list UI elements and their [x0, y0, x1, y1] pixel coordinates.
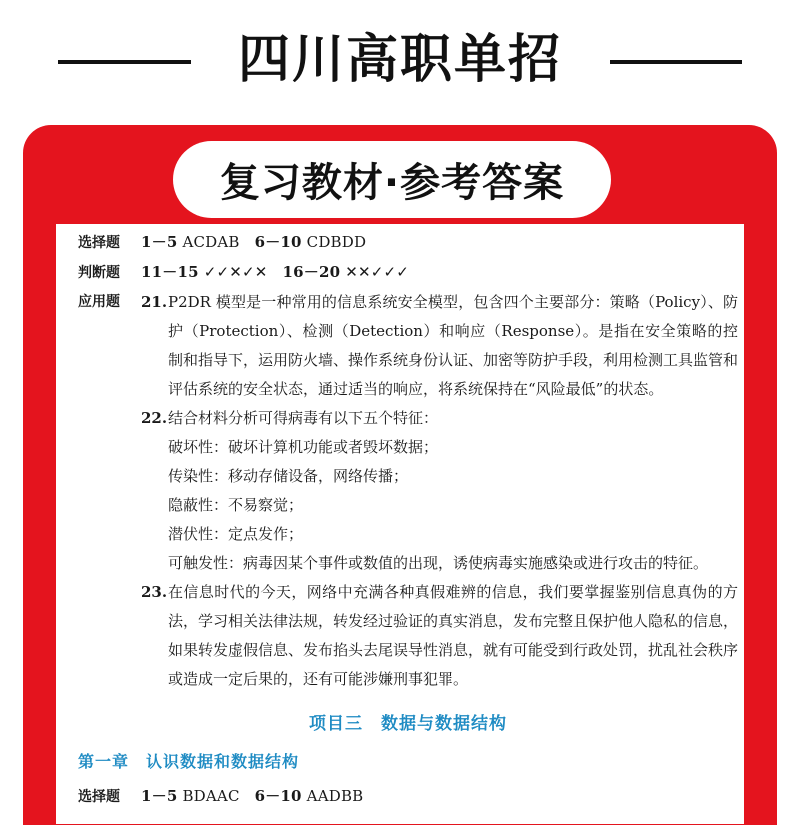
page-title: 四川高职单招 — [237, 30, 562, 90]
banner-title: 复习教材·参考答案 — [173, 141, 611, 218]
question-number: 23. — [141, 583, 168, 601]
choice-range-1: 1－5 — [141, 233, 178, 251]
choice-answers-1: BDAAC — [182, 787, 240, 805]
virus-feature-item: 破坏性：破坏计算机功能或者毁坏数据； — [168, 438, 439, 456]
judge-answers-row — [78, 258, 738, 288]
section-title: 项目三 数据与数据结构 — [309, 714, 507, 734]
judge-answers-1: ✓✓✕✓✕ — [203, 263, 268, 281]
header — [0, 0, 800, 120]
choice-answers-2: AADBB — [306, 787, 364, 805]
application-q21 — [78, 288, 738, 404]
choice-answers-2: CDBDD — [306, 233, 367, 251]
application-q22 — [141, 404, 738, 578]
virus-feature-item: 隐蔽性：不易察觉； — [168, 496, 304, 514]
application-label: 应用题 — [78, 294, 120, 310]
answer-content — [78, 228, 738, 812]
choice-range-1: 1－5 — [141, 787, 178, 805]
chapter-choice-answers-row — [78, 782, 738, 812]
question-answer-text: P2DR 模型是一种常用的信息系统安全模型，包含四个主要部分：策略（Policy）、防护（Protection）、检测（Detection）和响应（Response）。是指在安全策略的控制和指导下，运用防火墙、操作系统身份认证、加密等防护手段，利用检测工具监管和评估系统的安全状态，通过适当的响应，将系统保持在“风险最低”的状态。 — [168, 293, 739, 398]
judge-answers-2: ✕✕✓✓✓ — [345, 263, 410, 281]
virus-feature-item: 传染性：移动存储设备，网络传播； — [168, 467, 409, 485]
right-rule — [610, 60, 742, 64]
judge-range-1: 11－15 — [141, 263, 199, 281]
question-answer-text: 在信息时代的今天，网络中充满各种真假难辨的信息，我们要掌握鉴别信息真伪的方法，学习相关法律法规，转发经过验证的真实消息，发布完整且保护他人隐私的信息，如果转发虚假信息、发布掐头去尾误导性消息，就有可能受到行政处罚，扰乱社会秩序或造成一定后果的，还有可能涉嫌刑事犯罪。 — [168, 583, 739, 688]
choice-range-2: 6－10 — [254, 787, 302, 805]
virus-feature-item: 潜伏性：定点发作； — [168, 525, 304, 543]
choice-range-2: 6－10 — [254, 233, 302, 251]
question-number: 21. — [141, 293, 168, 311]
virus-feature-item: 可触发性：病毒因某个事件或数值的出现，诱使病毒实施感染或进行攻击的特征。 — [168, 554, 709, 572]
choice-label: 选择题 — [78, 235, 120, 251]
choice-answers-row — [78, 228, 738, 258]
question-answer-intro: 结合材料分析可得病毒有以下五个特征： — [168, 409, 439, 427]
judge-label: 判断题 — [78, 265, 120, 281]
choice-answers-1: ACDAB — [182, 233, 240, 251]
judge-range-2: 16－20 — [282, 263, 341, 281]
application-q23 — [141, 578, 738, 694]
choice-label: 选择题 — [78, 789, 120, 805]
question-number: 22. — [141, 409, 168, 427]
chapter-title: 第一章 认识数据和数据结构 — [78, 752, 300, 771]
